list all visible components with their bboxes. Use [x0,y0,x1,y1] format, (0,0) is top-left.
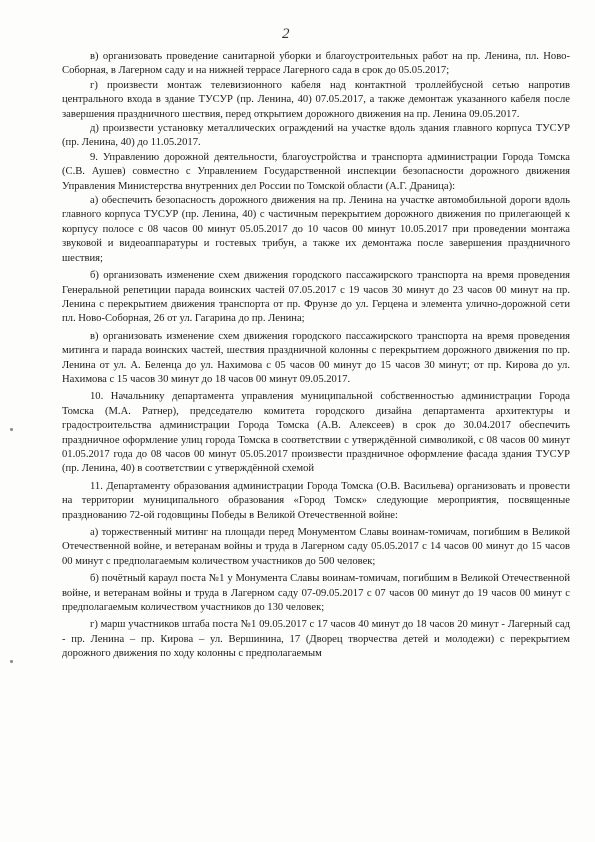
scan-speck [10,428,13,431]
paragraph-8g: г) произвести монтаж телевизионного кабеля над контактной троллейбусной сетью напротив центрального входа в здание ТУСУР (пр. Ленина, 40) 07.05.2017, а также демонтаж указанного кабеля после завершения праздничного шествия, перед открытием дорожного движения на пр. Ленина 09.05.2017. [62,79,570,120]
paragraph-11b: б) почётный караул поста №1 у Монумента Славы воинам-томичам, погибшим в Великой Отечественной войне, и ветеранам войны и труда в Лагерном саду 07-09.05.2017 с 07 часов 00 минут до 19 часов 00 минут с предполагаемым количеством участников до 130 человек; [62,573,570,614]
paragraph-9: 9. Управлению дорожной деятельности, благоустройства и транспорта администрации Города Томска (С.В. Аушев) совместно с Управлением Государственной инспекции безопасности дорожного движения Управления Министерства внутренних дел России по Томской области (А.Г. Драница): [62,151,570,192]
document-body [62,50,570,662]
paragraph-10: 10. Начальнику департамента управления муниципальной собственностью администрации Города Томска (М.А. Ратнер), председателю комитета городского дизайна департамента архитектуры и градостроительства администрации Города Томска (А.В. Алексеев) в срок до 30.04.2017 обеспечить праздничное оформление улиц города Томска в соответствии с утверждённой символикой, с 08 часов 00 минут 01.05.2017 года до 08 часов 00 минут 05.05.2017 произвести праздничное оформление фасада здания ТУСУР (пр. Ленина, 40) в соответствии с утверждённой схемой [62,391,570,475]
paragraph-8d: д) произвести установку металлических ограждений на участке вдоль здания главного корпуса ТУСУР (пр. Ленина, 40) до 11.05.2017. [62,123,570,149]
scan-speck [10,660,13,663]
paragraph-9b: б) организовать изменение схем движения городского пассажирского транспорта на время проведения Генеральной репетиции парада воинских частей 07.05.2017 с 19 часов 30 минут до 23 часов 00 минут на пр. Ленина с перекрытием движения транспорта от пр. Фрунзе до ул. Герцена и элемента улично-дорожной сети пл. Ново-Соборная, 26 от ул. Гагарина до пр. Ленина; [62,270,570,325]
paragraph-9v: в) организовать изменение схем движения городского пассажирского транспорта на время проведения митинга и парада воинских частей, шествия праздничной колонны с перекрытием дорожного движения по пр. Ленина от ул. А. Беленца до ул. Нахимова с 05 часов 00 минут до 15 часов 30 минут; от пр. Кирова до ул. Нахимова с 15 часов 30 минут до 18 часов 00 минут 09.05.2017. [62,330,570,385]
paragraph-8v: в) организовать проведение санитарной уборки и благоустроительных работ на пр. Ленина, пл. Ново-Соборная, в Лагерном саду и на нижней террасе Лагерного сада в срок до 05.05.2017; [62,51,570,77]
paragraph-11g: г) марш участников штаба поста №1 09.05.2017 с 17 часов 40 минут до 18 часов 20 минут - Лагерный сад - пр. Ленина – пр. Кирова – ул. Вершинина, 17 (Дворец творчества детей и молодежи) с перекрытием дорожного движения по ходу колонны с предполагаемым [62,619,570,660]
paragraph-11: 11. Департаменту образования администрации Города Томска (О.В. Васильева) организовать и провести на территории муниципального образования «Город Томск» следующие мероприятия, посвященные празднованию 72-ой годовщины Победы в Великой Отечественной войне: [62,480,570,521]
paragraph-9a: а) обеспечить безопасность дорожного движения на пр. Ленина на участке автомобильной дороги вдоль главного корпуса ТУСУР (пр. Ленина, 40) с частичным перекрытием дорожного движения по прилегающей к корпусу полосе с 08 часов 00 минут 05.05.2017 до 10 часов 00 минут 10.05.2017 при проведении монтажа звуковой и видеоаппаратуры и гостевых трибун, а также их демонтажа после завершения праздничного шествия; [62,195,570,264]
paragraph-11a: а) торжественный митинг на площади перед Монументом Славы воинам-томичам, погибшим в Великой Отечественной войне, и ветеранам войны и труда в Лагерном саду 05.05.2017 с 14 часов 00 минут до 15 часов 00 минут с предполагаемым количеством участников до 500 человек; [62,527,570,567]
page-number: 2 [282,26,290,42]
